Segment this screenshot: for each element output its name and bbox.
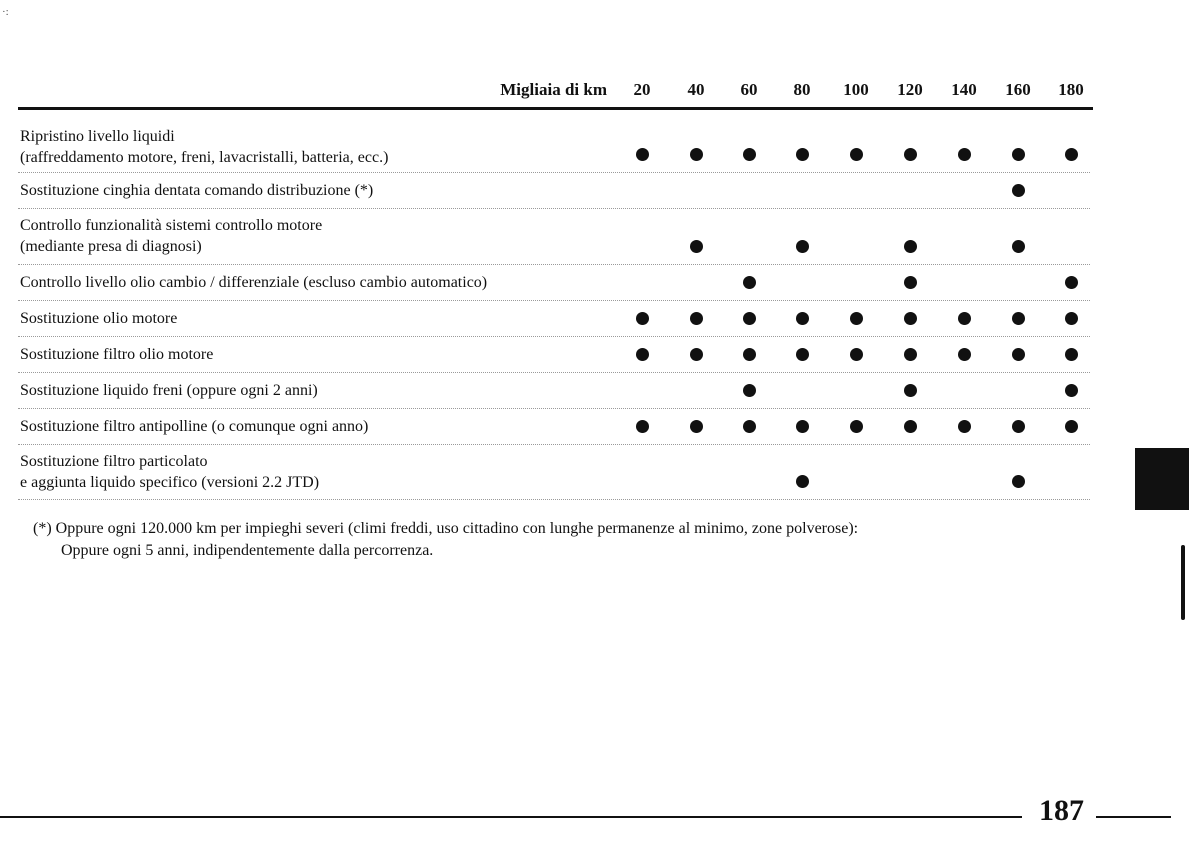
maintenance-dot (958, 420, 971, 433)
maintenance-dot (796, 312, 809, 325)
row-label: Sostituzione cinghia dentata comando distribuzione (*) (20, 181, 374, 199)
maintenance-dot (850, 312, 863, 325)
km-column-header: 20 (633, 80, 651, 99)
row-separator (18, 499, 1090, 500)
maintenance-dot (796, 348, 809, 361)
maintenance-dot (796, 420, 809, 433)
km-column-header: 60 (740, 80, 758, 99)
maintenance-dot (1012, 420, 1025, 433)
row-label: Sostituzione olio motore (20, 309, 178, 327)
maintenance-dot (690, 348, 703, 361)
maintenance-dot (1065, 148, 1078, 161)
maintenance-dot (636, 348, 649, 361)
maintenance-dot (636, 420, 649, 433)
km-column-header: 160 (1005, 80, 1031, 99)
thumb-index-tab (1135, 448, 1189, 510)
maintenance-dot (1012, 148, 1025, 161)
maintenance-dot (904, 276, 917, 289)
row-separator (18, 444, 1090, 445)
row-separator (18, 208, 1090, 209)
maintenance-dot (958, 148, 971, 161)
km-column-header: 40 (687, 80, 705, 99)
row-separator (18, 408, 1090, 409)
maintenance-dot (1012, 312, 1025, 325)
maintenance-dot (743, 384, 756, 397)
row-label: (raffreddamento motore, freni, lavacristalli, batteria, ecc.) (20, 149, 389, 166)
footnote (33, 518, 1103, 562)
maintenance-dot (743, 312, 756, 325)
footnote-line-1: (*) Oppure ogni 120.000 km per impieghi severi (climi freddi, uso cittadino con lunghe permanenze al minimo, zone polverose): (33, 520, 859, 537)
row-separator (18, 372, 1090, 373)
row-separator (18, 336, 1090, 337)
maintenance-dot (1065, 348, 1078, 361)
maintenance-dot (958, 312, 971, 325)
maintenance-dot (636, 312, 649, 325)
footer-rule-right (1096, 816, 1171, 818)
km-header-label: Migliaia di km (500, 80, 607, 99)
row-separator (18, 172, 1090, 173)
maintenance-dot (743, 276, 756, 289)
maintenance-dot (904, 312, 917, 325)
row-separator (18, 300, 1090, 301)
km-column-header: 180 (1058, 80, 1084, 99)
row-label: (mediante presa di diagnosi) (20, 238, 202, 255)
row-label: Controllo funzionalità sistemi controllo motore (20, 217, 323, 234)
maintenance-dot (904, 148, 917, 161)
maintenance-dot (1012, 348, 1025, 361)
page-edge-mark (1181, 545, 1185, 620)
maintenance-dot (796, 240, 809, 253)
maintenance-dot (636, 148, 649, 161)
maintenance-dot (1065, 276, 1078, 289)
footer-rule-left (0, 816, 1022, 818)
maintenance-dot (690, 240, 703, 253)
maintenance-dot (1065, 384, 1078, 397)
row-label: Ripristino livello liquidi (20, 128, 175, 145)
maintenance-dot (690, 420, 703, 433)
row-label: Controllo livello olio cambio / differenziale (escluso cambio automatico) (20, 273, 488, 291)
row-label: Sostituzione filtro antipolline (o comunque ogni anno) (20, 417, 369, 435)
km-column-header: 140 (951, 80, 977, 99)
maintenance-dot (690, 312, 703, 325)
maintenance-dot (904, 348, 917, 361)
header-rule (18, 107, 1093, 110)
maintenance-dot (1065, 312, 1078, 325)
km-column-header: 80 (793, 80, 811, 99)
row-label: e aggiunta liquido specifico (versioni 2.2 JTD) (20, 473, 320, 491)
maintenance-dot (690, 148, 703, 161)
maintenance-dot (1012, 240, 1025, 253)
page-number: 187 (1039, 794, 1084, 827)
maintenance-dot (904, 240, 917, 253)
maintenance-dot (796, 148, 809, 161)
maintenance-dot (1012, 475, 1025, 488)
maintenance-dot (1065, 420, 1078, 433)
row-label: Sostituzione filtro olio motore (20, 345, 214, 363)
maintenance-dot (1012, 184, 1025, 197)
row-label: Sostituzione liquido freni (oppure ogni 2 anni) (20, 381, 318, 399)
km-column-header: 120 (897, 80, 923, 99)
maintenance-dot (850, 148, 863, 161)
km-column-header: 100 (843, 80, 869, 99)
maintenance-dot (743, 420, 756, 433)
row-label: Sostituzione filtro particolato (20, 452, 208, 470)
maintenance-dot (904, 384, 917, 397)
maintenance-dot (743, 148, 756, 161)
maintenance-dot (850, 348, 863, 361)
maintenance-dot (743, 348, 756, 361)
maintenance-dot (850, 420, 863, 433)
maintenance-dot (796, 475, 809, 488)
row-separator (18, 264, 1090, 265)
maintenance-dot (958, 348, 971, 361)
maintenance-dot (904, 420, 917, 433)
footnote-line-2: Oppure ogni 5 anni, indipendentemente dalla percorrenza. (61, 542, 434, 559)
scan-corner-mark: ·: (2, 6, 9, 18)
